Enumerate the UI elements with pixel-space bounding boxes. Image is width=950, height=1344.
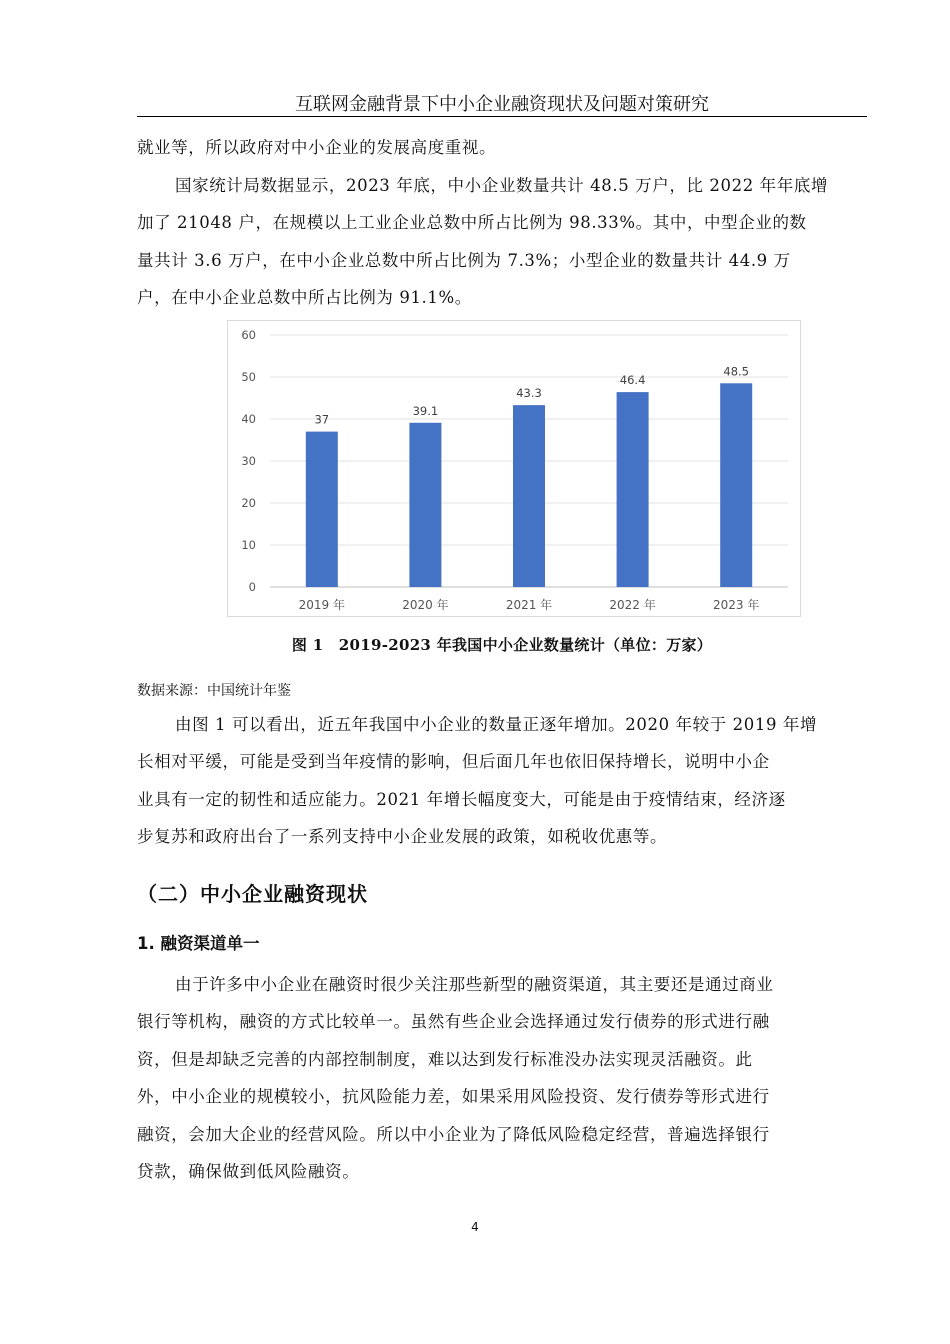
y-tick-label: 50: [241, 370, 256, 384]
paragraph-line: 步复苏和政府出台了一系列支持中小企业发展的政策，如税收优惠等。: [137, 827, 668, 847]
header-rule: [137, 116, 867, 117]
subsection-heading: 1. 融资渠道单一: [137, 934, 260, 953]
data-label: 39.1: [412, 403, 439, 418]
y-tick-label: 10: [241, 538, 256, 552]
x-tick-label: 2021 年: [505, 598, 553, 612]
x-tick-label: 2020 年: [402, 598, 449, 612]
y-tick-label: 30: [241, 454, 256, 468]
bar: [409, 423, 441, 587]
paragraph-2: [137, 167, 859, 317]
page-number: 4: [471, 1220, 479, 1234]
paragraph-line: 就业等，所以政府对中小企业的发展高度重视。: [137, 138, 497, 157]
paragraph-line: 资，但是却缺乏完善的内部控制制度，难以达到发行标准没办法实现灵活融资。此: [137, 1049, 753, 1069]
data-label: 37: [314, 412, 330, 427]
x-tick-label: 2022 年: [609, 598, 656, 612]
y-tick-label: 60: [241, 328, 256, 342]
bar: [720, 383, 752, 587]
paragraph-line: 量共计 3.6 万户，在中小企业总数中所占比例为 7.3%；小型企业的数量共计 44.9 万: [137, 250, 791, 270]
paragraph-line: 业具有一定的韧性和适应能力。2021 年增长幅度变大，可能是由于疫情结束，经济逐: [137, 789, 786, 809]
y-tick-label: 40: [241, 412, 256, 426]
bar-chart: [227, 320, 801, 617]
running-header: 互联网金融背景下中小企业融资现状及问题对策研究: [295, 94, 709, 115]
paragraph-line: 国家统计局数据显示，2023 年底，中小企业数量共计 48.5 万户，比 2022 年年底增: [175, 176, 829, 195]
paragraph-line: 加了 21048 户，在规模以上工业企业总数中所占比例为 98.33%。其中，中型企业的数: [137, 213, 807, 233]
paragraph-line: 外，中小企业的规模较小，抗风险能力差，如果采用风险投资、发行债券等形式进行: [137, 1087, 770, 1107]
y-tick-label: 0: [248, 580, 256, 594]
paragraph-line: 融资，会加大企业的经营风险。所以中小企业为了降低风险稳定经营，普遍选择银行: [137, 1124, 770, 1144]
paragraph-line: 银行等机构，融资的方式比较单一。虽然有些企业会选择通过发行债券的形式进行融: [137, 1012, 770, 1032]
x-tick-label: 2019 年: [298, 598, 345, 612]
y-tick-label: 20: [241, 496, 256, 510]
paragraph-1: [137, 129, 859, 166]
data-source: 数据来源：中国统计年鉴: [137, 683, 291, 699]
bar: [306, 432, 338, 587]
paragraph-line: 由图 1 可以看出，近五年我国中小企业的数量正逐年增加。2020 年较于 2019 年增: [175, 715, 818, 734]
figure-caption: 图 1 2019-2023 年我国中小企业数量统计（单位：万家）: [291, 636, 713, 654]
bar: [513, 405, 545, 587]
paragraph-4: [137, 966, 859, 1190]
paragraph-line: 由于许多中小企业在融资时很少关注那些新型的融资渠道，其主要还是通过商业: [175, 975, 774, 994]
x-tick-label: 2023 年: [713, 598, 760, 612]
section-heading: （二）中小企业融资现状: [137, 882, 368, 906]
bar: [617, 392, 649, 587]
data-label: 48.5: [723, 364, 750, 379]
data-label: 43.3: [516, 386, 542, 401]
paragraph-line: 长相对平缓，可能是受到当年疫情的影响，但后面几年也依旧保持增长，说明中小企: [137, 752, 770, 772]
data-label: 46.4: [619, 373, 646, 388]
paragraph-3: [137, 706, 859, 856]
chart-canvas: [228, 321, 802, 618]
paragraph-line: 贷款，确保做到低风险融资。: [137, 1162, 360, 1182]
paragraph-line: 户，在中小企业总数中所占比例为 91.1%。: [137, 288, 472, 308]
